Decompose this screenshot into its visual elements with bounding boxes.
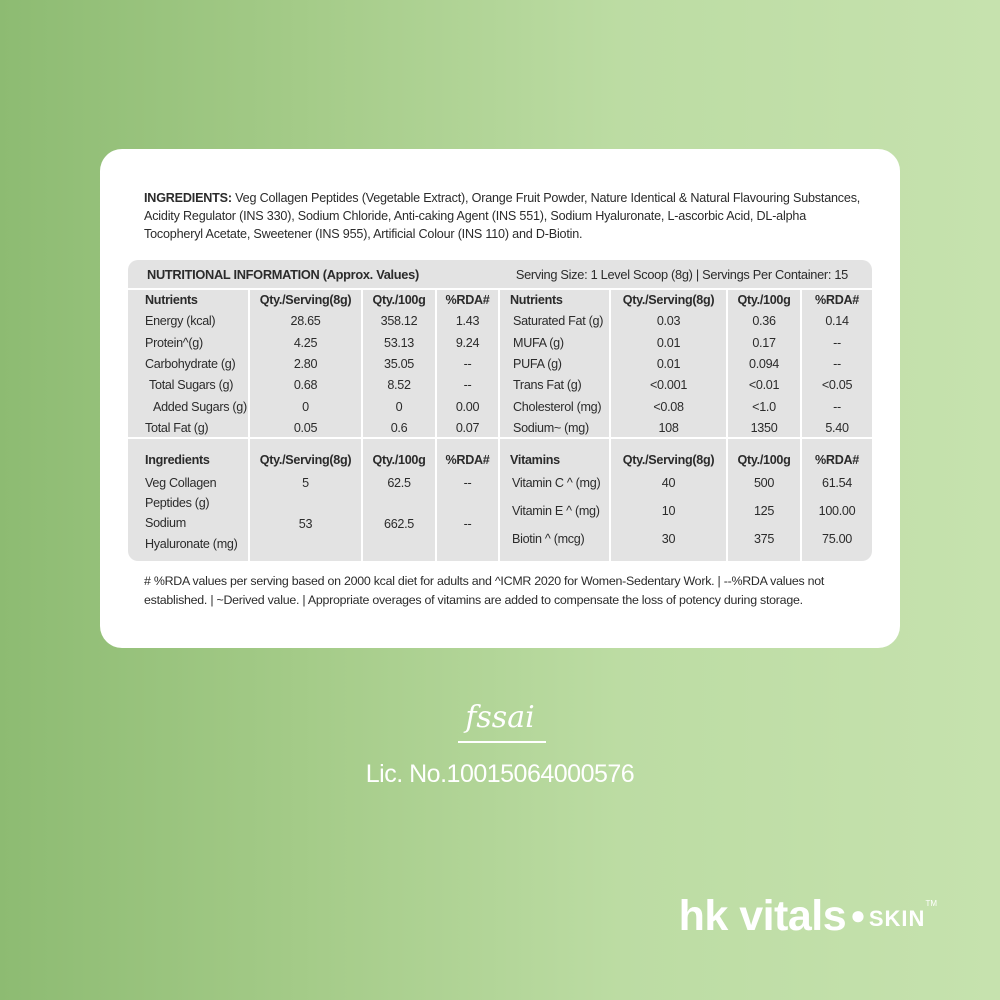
column-header: Nutrients (510, 293, 563, 307)
ingredient-name: Peptides (g) (145, 496, 210, 510)
nutrient-value: -- (463, 356, 472, 371)
nutrient-value: <1.0 (752, 399, 776, 414)
column-header: %RDA# (445, 453, 490, 467)
table-divider (128, 437, 872, 439)
nutrient-value: 1.43 (455, 314, 480, 329)
nutrition-header (128, 260, 872, 289)
nutrient-value: -- (833, 335, 841, 350)
nutrition-title: NUTRITIONAL INFORMATION (Approx. Values) (147, 267, 419, 282)
nutrient-name: Saturated Fat (g) (513, 314, 604, 329)
column-header: Qty./Serving(8g) (259, 453, 352, 467)
vitamin-value: 30 (661, 532, 676, 546)
nutrient-value: 2.80 (293, 356, 318, 371)
nutrient-name: Protein^(g) (145, 335, 203, 350)
nutrient-value: 108 (658, 420, 679, 435)
nutrient-name: MUFA (g) (513, 335, 564, 350)
vitamin-value: 75.00 (821, 532, 852, 546)
nutrient-value: 0.00 (455, 399, 480, 414)
ingredient-value: -- (463, 476, 472, 490)
nutrient-name: Total Fat (g) (145, 420, 209, 435)
ingredient-value: 53 (298, 517, 313, 531)
brand-sub: SKIN (868, 906, 926, 931)
column-header: Ingredients (145, 453, 210, 467)
nutrient-value: <0.08 (653, 399, 684, 414)
license-number: Lic. No.10015064000576 (365, 760, 635, 788)
nutrient-name: Energy (kcal) (145, 314, 216, 329)
table-divider (498, 289, 500, 561)
column-header: Qty./Serving(8g) (259, 293, 352, 307)
fssai-underline (458, 741, 546, 743)
ingredients-label: INGREDIENTS: (144, 191, 232, 205)
vitamin-value: 125 (753, 504, 775, 518)
nutrient-value: 4.25 (293, 335, 318, 350)
nutrient-value: 0.07 (455, 420, 480, 435)
fssai-logo: fssai (465, 700, 535, 735)
nutrient-name: Sodium~ (mg) (513, 420, 589, 435)
ingredients-list: Veg Collagen Peptides (Vegetable Extract), Orange Fruit Powder, Nature Identical & Natural Flavouring Substances, Acidity Regulator (INS 330), Sodium Chloride, Anti-caking Agent (INS 551), Sodium Hyaluronate, L-ascorbic Acid, DL-alpha Tocopheryl Acetate, Sweetener (INS 955), Artificial Colour (INS 110) and D-Biotin. (144, 191, 861, 241)
label-card (100, 149, 900, 648)
vitamin-name: Biotin ^ (mcg) (512, 532, 585, 546)
column-header: %RDA# (815, 293, 859, 307)
brand-dot: ● (850, 900, 866, 930)
serving-info: Serving Size: 1 Level Scoop (8g) | Servings Per Container: 15 (515, 267, 848, 282)
nutrition-table (128, 260, 872, 561)
ingredient-name: Sodium (145, 516, 186, 530)
column-header: Qty./100g (737, 453, 791, 467)
nutrient-name: Total Sugars (g) (149, 378, 234, 393)
nutrient-value: -- (463, 378, 472, 393)
vitamin-name: Vitamin C ^ (mg) (512, 476, 601, 490)
brand-logo (679, 892, 937, 941)
vitamin-value: 500 (753, 476, 775, 490)
column-header: Qty./100g (372, 453, 426, 467)
column-header: Qty./100g (372, 293, 426, 307)
vitamin-value: 40 (661, 476, 676, 490)
nutrient-value: 0.01 (656, 356, 681, 371)
nutrient-value: 0.36 (752, 314, 776, 329)
nutrient-name: PUFA (g) (513, 356, 562, 371)
nutrient-value: <0.001 (649, 378, 688, 393)
ingredient-value: 662.5 (383, 517, 414, 531)
nutrient-name: Carbohydrate (g) (145, 356, 236, 371)
nutrient-value: <0.01 (748, 378, 780, 393)
nutrient-value: -- (833, 399, 841, 414)
ingredient-name: Veg Collagen (145, 476, 217, 490)
column-header: %RDA# (815, 453, 859, 467)
nutrient-value: 0.6 (390, 420, 408, 435)
nutrient-value: 358.12 (380, 314, 418, 329)
nutrient-value: 0.03 (656, 314, 681, 329)
column-header: Qty./100g (737, 293, 791, 307)
footnote: # %RDA values per serving based on 2000 kcal diet for adults and ^ICMR 2020 for Women-Sedentary Work. | --%RDA values not established. | ~Derived value. | Appropriate overages of vitamins are added to compensate the loss of potency during storage. (144, 574, 825, 607)
nutrient-value: 5.40 (825, 420, 849, 435)
nutrient-value: 28.65 (290, 314, 321, 329)
column-header: Qty./Serving(8g) (622, 453, 715, 467)
nutrient-value: 0 (302, 399, 309, 414)
nutrient-value: 53.13 (383, 335, 414, 350)
nutrient-value: 0.094 (748, 356, 779, 371)
nutrient-name: Trans Fat (g) (513, 378, 582, 393)
vitamin-value: 375 (753, 532, 775, 546)
ingredient-value: -- (463, 517, 472, 531)
column-header: Qty./Serving(8g) (622, 293, 715, 307)
brand-name: hk vitals (678, 892, 847, 940)
ingredients-text (144, 189, 864, 243)
ingredient-value: 5 (302, 476, 309, 490)
nutrient-value: 8.52 (387, 378, 411, 393)
column-header: Vitamins (510, 453, 560, 467)
vitamin-value: 10 (661, 504, 676, 518)
nutrient-value: 35.05 (383, 356, 414, 371)
nutrient-value: 0.14 (825, 314, 849, 329)
nutrient-name: Cholesterol (mg) (513, 399, 602, 414)
trademark: TM (925, 899, 937, 908)
nutrient-value: 0.68 (293, 378, 318, 393)
table-divider (128, 288, 872, 290)
ingredient-name: Hyaluronate (mg) (145, 537, 238, 551)
nutrient-value: 1350 (750, 420, 778, 435)
nutrient-value: 0 (395, 399, 403, 414)
nutrient-value: -- (833, 356, 841, 371)
ingredient-value: 62.5 (387, 476, 411, 490)
vitamin-name: Vitamin E ^ (mg) (512, 504, 600, 518)
nutrient-value: 0.01 (656, 335, 681, 350)
vitamin-value: 100.00 (818, 504, 856, 518)
vitamin-value: 61.54 (821, 476, 852, 490)
nutrient-value: <0.05 (821, 378, 853, 393)
nutrient-value: 9.24 (455, 335, 480, 350)
column-header: Nutrients (145, 293, 198, 307)
nutrient-value: 0.05 (293, 420, 318, 435)
nutrient-value: 0.17 (752, 335, 776, 350)
column-header: %RDA# (445, 293, 490, 307)
nutrient-name: Added Sugars (g) (153, 399, 247, 414)
